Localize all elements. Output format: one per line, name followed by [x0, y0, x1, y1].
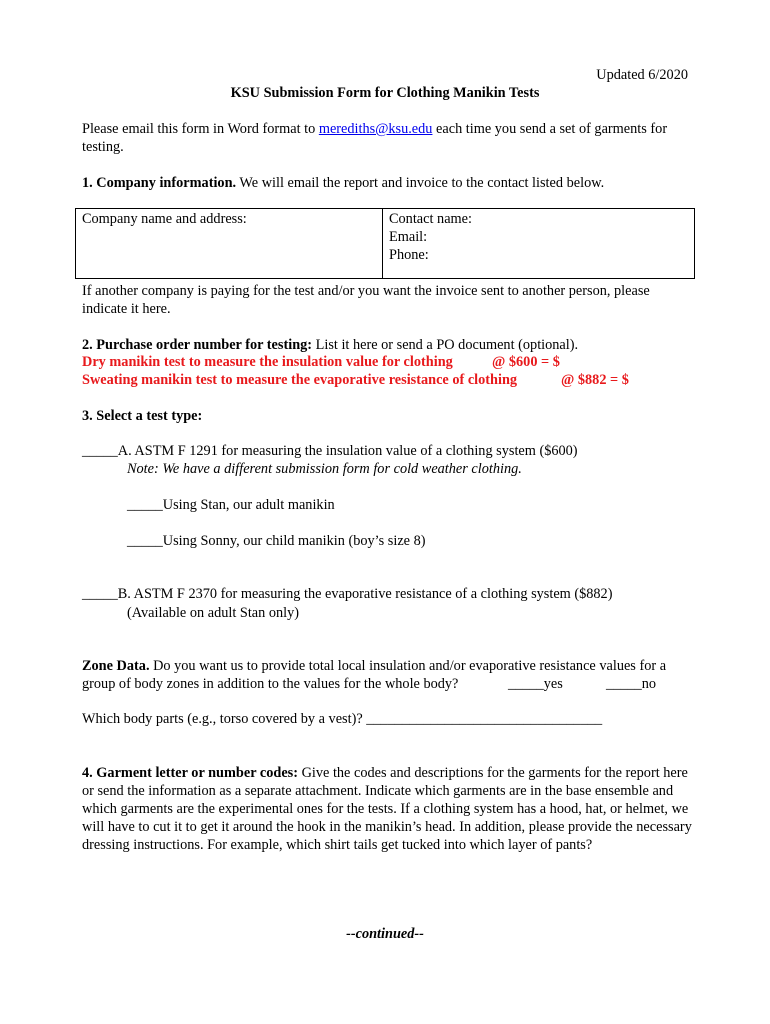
option-stan[interactable]: _____Using Stan, our adult manikin: [127, 497, 335, 513]
zone-data-paragraph: Zone Data. Do you want us to provide total local insulation and/or evaporative resistance values for a group of body zones in addition to the values for the whole body?: [82, 658, 667, 692]
company-info-table: [75, 208, 695, 279]
email-label: Email:: [389, 229, 428, 245]
zone-no-option[interactable]: _____no: [606, 676, 657, 692]
sweating-manikin-line: Sweating manikin test to measure the evaporative resistance of clothing: [82, 372, 518, 388]
continued-marker: --continued--: [346, 926, 424, 942]
option-a-note: Note: We have a different submission form for cold weather clothing.: [127, 461, 522, 477]
intro-paragraph: Please email this form in Word format to merediths@ksu.edu each time you send a set of garments for testing.: [82, 121, 668, 155]
option-b-note: (Available on adult Stan only): [127, 605, 300, 621]
sweating-manikin-price: @ $882 = $: [561, 372, 629, 388]
section-1-heading: 1. Company information. We will email the report and invoice to the contact listed below.: [82, 175, 605, 191]
section-4-paragraph: 4. Garment letter or number codes: Give the codes and descriptions for the garments for the report here or send the information as a separate attachment. Indicate which garments are in the base ensemble and which garments are the experimental ones for the tests. If a clothing system has a hood, hat, or helmet, we will have to cut it to get it around the hook in the manikin’s head. In addition, please provide the necessary dressing instructions. For example, which shirt tails get tucked into which layer of pants?: [82, 765, 692, 853]
body-parts-question[interactable]: Which body parts (e.g., torso covered by a vest)? _________________________________: [82, 711, 603, 727]
email-link[interactable]: merediths@ksu.edu: [318, 121, 433, 137]
contact-cell[interactable]: [383, 209, 695, 279]
option-sonny[interactable]: _____Using Sonny, our child manikin (boy’s size 8): [127, 533, 426, 549]
option-a[interactable]: _____A. ASTM F 1291 for measuring the insulation value of a clothing system ($600): [82, 443, 578, 459]
phone-label: Phone:: [389, 247, 429, 263]
invoice-note: If another company is paying for the test and/or you want the invoice sent to another person, please indicate it here.: [82, 283, 650, 317]
dry-manikin-price: @ $600 = $: [492, 354, 560, 370]
section-2-heading: 2. Purchase order number for testing: List it here or send a PO document (optional).: [82, 337, 579, 353]
company-name-label: Company name and address:: [82, 211, 247, 227]
zone-yes-option[interactable]: _____yes: [508, 676, 563, 692]
company-name-cell[interactable]: [76, 209, 383, 279]
section-3-heading: 3. Select a test type:: [82, 408, 203, 424]
option-b[interactable]: _____B. ASTM F 2370 for measuring the evaporative resistance of a clothing system ($882): [82, 586, 613, 602]
form-title: KSU Submission Form for Clothing Manikin Tests: [230, 85, 540, 101]
contact-name-label: Contact name:: [389, 211, 472, 227]
updated-date: Updated 6/2020: [596, 67, 688, 83]
dry-manikin-line: Dry manikin test to measure the insulation value for clothing: [82, 354, 453, 370]
